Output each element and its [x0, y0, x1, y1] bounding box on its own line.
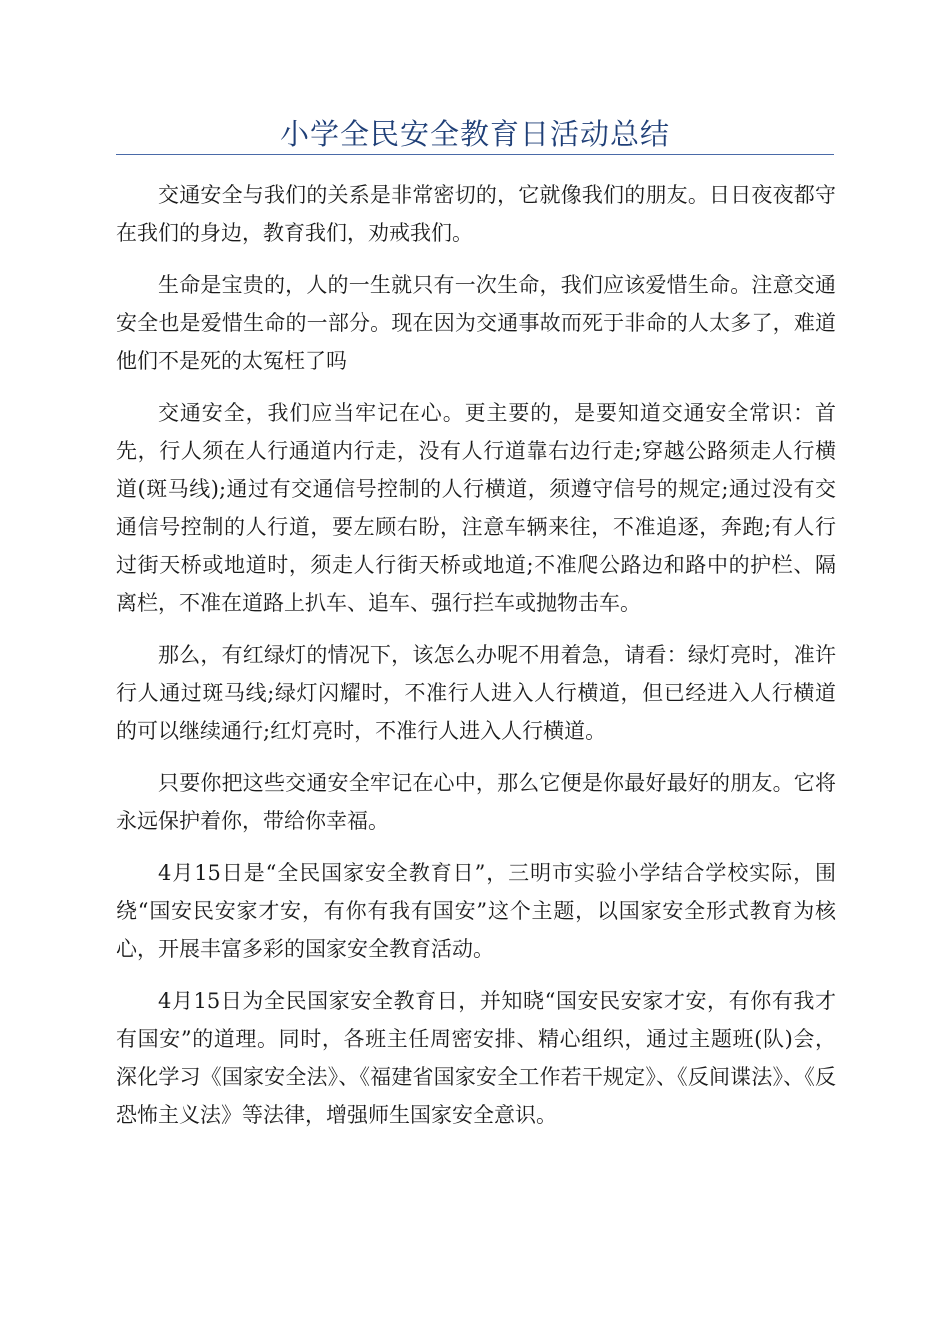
paragraph: 4月15日是“全民国家安全教育日”，三明市实验小学结合学校实际，围绕“国安民安家才安，有你有我有国安”这个主题，以国家安全形式教育为核心，开展丰富多彩的国家安全教育活动。	[116, 861, 836, 961]
paragraph: 生命是宝贵的，人的一生就只有一次生命，我们应该爱惜生命。注意交通安全也是爱惜生命的一部分。现在因为交通事故而死于非命的人太多了，难道他们不是死的太冤枉了吗	[116, 273, 836, 373]
document-title: 小学全民安全教育日活动总结	[279, 117, 670, 151]
paragraph: 那么，有红绿灯的情况下，该怎么办呢不用着急，请看：绿灯亮时，准许行人通过斑马线;绿灯闪耀时，不准行人进入人行横道，但已经进入人行横道的可以继续通行;红灯亮时，不准行人进入人行横道。	[116, 643, 836, 743]
paragraph: 交通安全，我们应当牢记在心。更主要的，是要知道交通安全常识：首先，行人须在人行通道内行走，没有人行道靠右边行走;穿越公路须走人行横道(斑马线);通过有交通信号控制的人行横道，须遵守信号的规定;通过没有交通信号控制的人行道，要左顾右盼，注意车辆来往，不准追逐，奔跑;有人行过街天桥或地道时，须走人行街天桥或地道;不准爬公路边和路中的护栏、隔离栏，不准在道路上扒车、追车、强行拦车或抛物击车。	[116, 401, 836, 615]
paragraph: 4月15日为全民国家安全教育日，并知晓“国安民安家才安，有你有我才有国安”的道理。同时，各班主任周密安排、精心组织，通过主题班(队)会，深化学习《国家安全法》、《福建省国家安全工作若干规定》、《反间谍法》、《反恐怖主义法》等法律，增强师生国家安全意识。	[116, 989, 836, 1127]
title-underline	[116, 154, 834, 155]
paragraph: 交通安全与我们的关系是非常密切的，它就像我们的朋友。日日夜夜都守在我们的身边，教育我们，劝戒我们。	[116, 183, 836, 245]
document-body	[116, 176, 836, 1148]
paragraph: 只要你把这些交通安全牢记在心中，那么它便是你最好最好的朋友。它将永远保护着你，带给你幸福。	[116, 771, 836, 833]
